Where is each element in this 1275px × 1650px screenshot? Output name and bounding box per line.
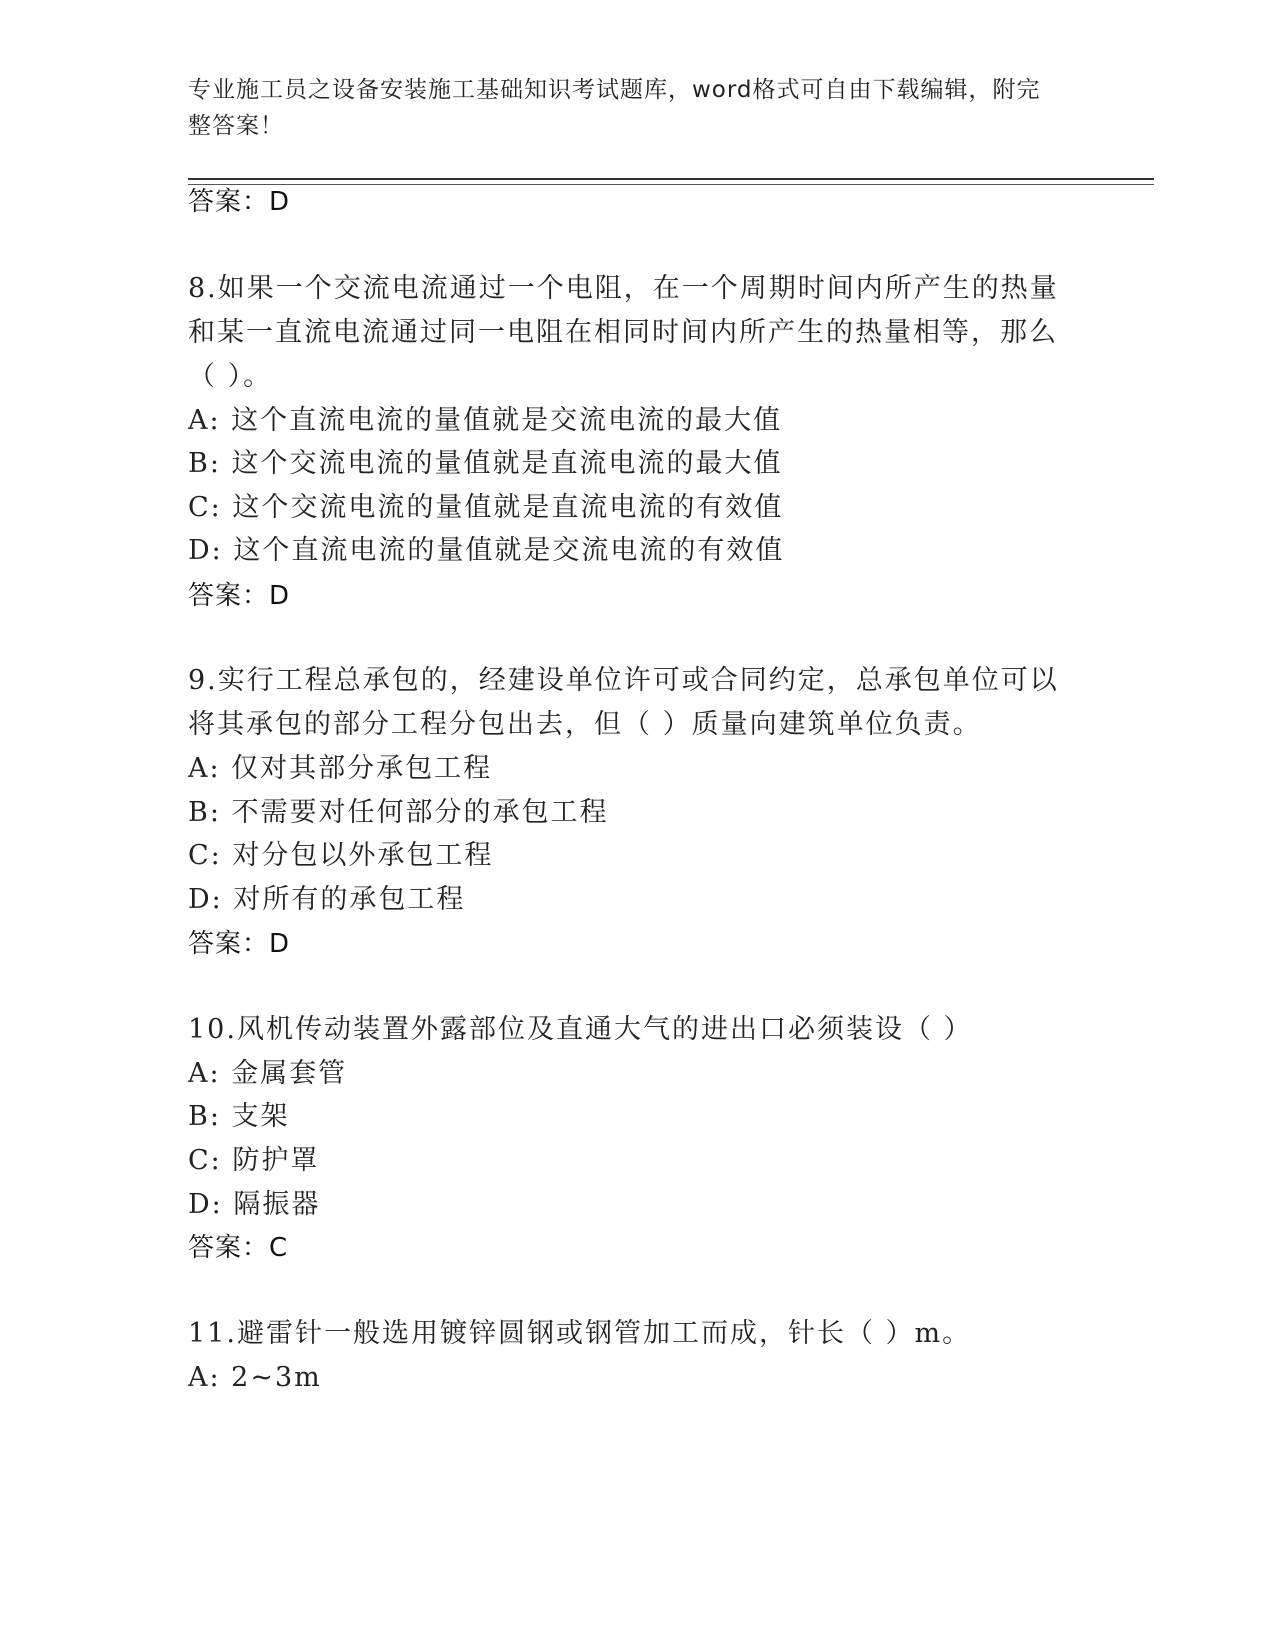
question-8-option-c: C: 这个交流电流的量值就是直流电流的有效值 [188,492,784,523]
question-8-option-a: A: 这个直流电流的量值就是交流电流的最大值 [188,405,783,436]
question-10-stem-line-1: 10.风机传动装置外露部位及直通大气的进出口必须装设（ ） [188,1014,973,1045]
header-divider-thick [188,178,1154,180]
question-9-answer: 答案：D [188,929,291,959]
header-divider-thin [188,184,1154,185]
question-9-option-b: B: 不需要对任何部分的承包工程 [188,797,609,828]
question-9-option-a: A: 仅对其部分承包工程 [188,753,493,784]
question-8-answer: 答案：D [188,581,291,611]
question-9-option-d: D: 对所有的承包工程 [188,884,466,915]
question-11-option-a: A: 2~3m [188,1362,322,1393]
question-9-stem-line-1: 9.实行工程总承包的，经建设单位许可或合同约定，总承包单位可以 [188,665,1059,696]
question-8-option-d: D: 这个直流电流的量值就是交流电流的有效值 [188,535,785,566]
document-title [188,72,1068,144]
question-9-option-c: C: 对分包以外承包工程 [188,840,494,871]
prev-question-answer: 答案：D [188,187,291,217]
question-10-answer: 答案：C [188,1233,289,1263]
question-10-option-b: B: 支架 [188,1101,290,1132]
question-8-stem-line-2: 和某一直流电流通过同一电阻在相同时间内所产生的热量相等，那么 [188,317,1058,348]
question-8-stem-line-1: 8.如果一个交流电流通过一个电阻，在一个周期时间内所产生的热量 [188,273,1059,304]
question-10-option-c: C: 防护罩 [188,1145,320,1176]
question-10-option-a: A: 金属套管 [188,1058,348,1089]
question-8-stem-line-3: （ ）。 [188,361,273,392]
question-11-stem-line-1: 11.避雷针一般选用镀锌圆钢或钢管加工而成，针长（ ）m。 [188,1318,972,1349]
question-9-stem-line-2: 将其承包的部分工程分包出去，但（ ）质量向建筑单位负责。 [188,709,982,740]
question-10-option-d: D: 隔振器 [188,1189,321,1220]
question-8-option-b: B: 这个交流电流的量值就是直流电流的最大值 [188,448,783,479]
document-title-line-1: 专业施工员之设备安装施工基础知识考试题库，word格式可自由下载编辑，附完 [188,77,1041,103]
document-title-line-2: 整答案！ [188,113,284,139]
